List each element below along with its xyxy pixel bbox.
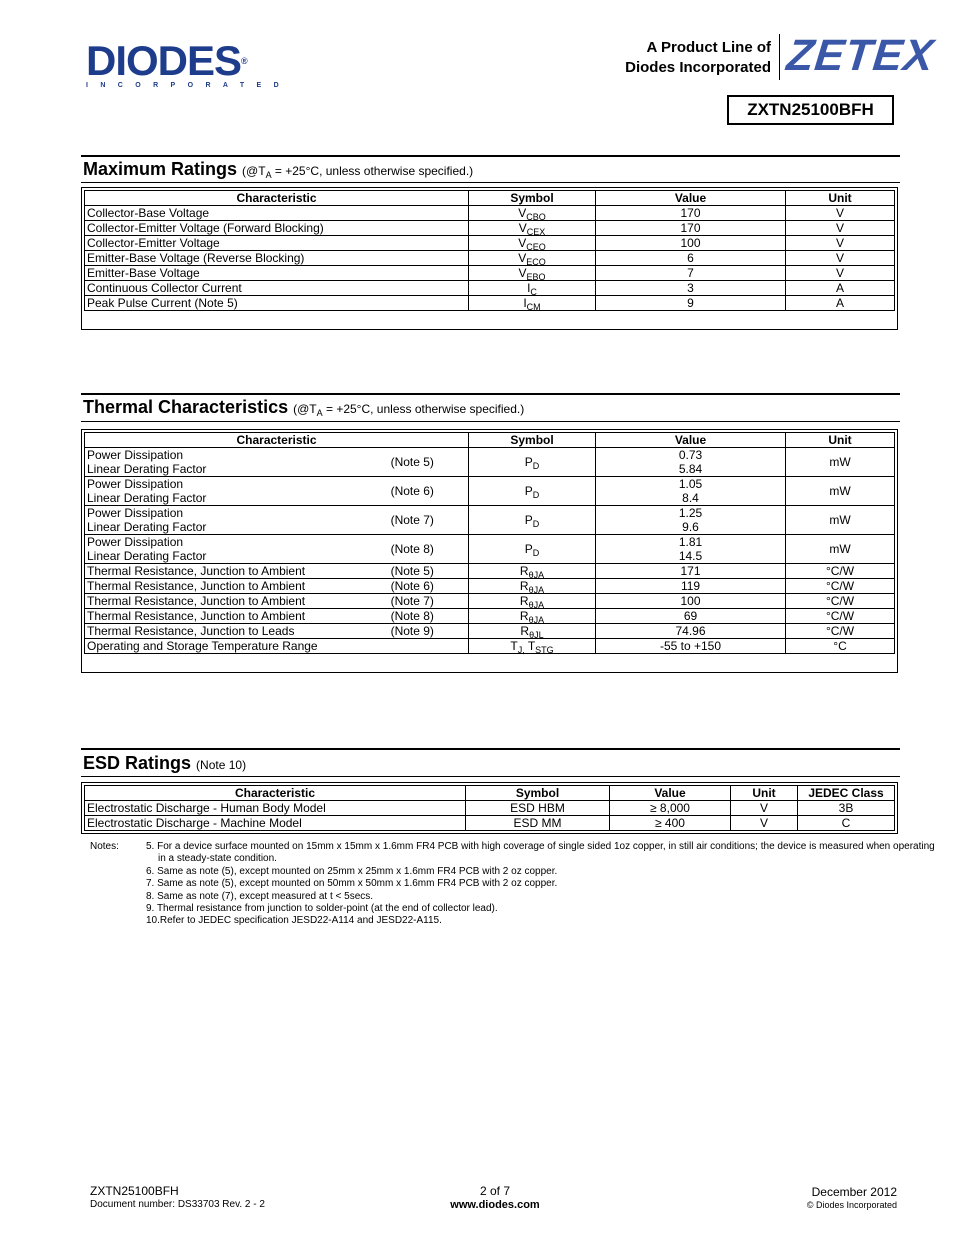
jedec-class-cell: 3B bbox=[798, 801, 895, 816]
symbol-cell: $V_{EBO}$ bbox=[469, 266, 596, 281]
symbol-cell: $I_{CM}$ bbox=[469, 296, 596, 311]
col-header: Symbol bbox=[469, 433, 596, 448]
zetex-logo: ZETEX bbox=[784, 31, 937, 80]
section-rule bbox=[81, 182, 900, 183]
table-row bbox=[85, 564, 895, 579]
section-rule bbox=[81, 776, 900, 777]
symbol-cell: $P_D$ bbox=[469, 506, 596, 535]
unit-cell: V bbox=[731, 801, 798, 816]
characteristic-cell: Electrostatic Discharge - Machine Model bbox=[85, 816, 466, 831]
table-row bbox=[85, 624, 895, 639]
col-header: Value bbox=[596, 191, 786, 206]
symbol-cell: $R_{\theta JA}$ bbox=[469, 564, 596, 579]
section-rule bbox=[81, 421, 900, 422]
col-header: Unit bbox=[731, 786, 798, 801]
table-row bbox=[85, 535, 895, 564]
table-row bbox=[85, 639, 895, 654]
characteristic-cell: Peak Pulse Current (Note 5) bbox=[85, 296, 469, 311]
unit-cell: °C/W bbox=[786, 564, 895, 579]
symbol-cell: ESD MM bbox=[466, 816, 610, 831]
header-divider bbox=[779, 34, 780, 80]
table-row bbox=[85, 477, 895, 506]
thermal-table bbox=[81, 429, 898, 673]
symbol-cell: $R_{\theta JL}$ bbox=[469, 624, 596, 639]
symbol-cell: ESD HBM bbox=[466, 801, 610, 816]
unit-cell: °C/W bbox=[786, 609, 895, 624]
section-rule bbox=[81, 155, 900, 157]
col-header: Unit bbox=[786, 191, 895, 206]
thermal-title: Thermal Characteristics ($@T_A = +25^\circ C$, unless otherwise specified.) bbox=[83, 397, 525, 418]
table-row bbox=[85, 448, 895, 477]
value-cell: 74.96 bbox=[596, 624, 786, 639]
value-cell: 1.05 8.4 bbox=[596, 477, 786, 506]
footer-date: December 2012 bbox=[811, 1185, 897, 1199]
note-item: 8. Same as note (7), except measured at t < 5secs. bbox=[146, 890, 374, 902]
table-row bbox=[85, 816, 895, 831]
symbol-cell: $V_{ECO}$ bbox=[469, 251, 596, 266]
note-item: 7. Same as note (5), except mounted on 50mm x 50mm x 1.6mm FR4 PCB with 2 oz copper. bbox=[146, 878, 558, 890]
characteristic-cell: Collector-Base Voltage bbox=[85, 206, 469, 221]
unit-cell: mW bbox=[786, 477, 895, 506]
note-cell: (Note 8) bbox=[357, 535, 469, 564]
footer-doc-number: Document number: DS33703 Rev. 2 - 2 bbox=[90, 1199, 265, 1210]
value-cell: -55 to +150 bbox=[596, 639, 786, 654]
symbol-cell: $V_{CBO}$ bbox=[469, 206, 596, 221]
characteristic-cell: Thermal Resistance, Junction to Ambient bbox=[85, 564, 357, 579]
note-cell: (Note 9) bbox=[357, 624, 469, 639]
characteristic-cell: Electrostatic Discharge - Human Body Model bbox=[85, 801, 466, 816]
value-cell: 1.81 14.5 bbox=[596, 535, 786, 564]
note-cell: (Note 7) bbox=[357, 594, 469, 609]
unit-cell: °C/W bbox=[786, 594, 895, 609]
col-header: Symbol bbox=[469, 191, 596, 206]
table-row bbox=[85, 594, 895, 609]
characteristic-cell: Power Dissipation Linear Derating Factor bbox=[85, 477, 357, 506]
footer-left bbox=[90, 1184, 265, 1212]
col-header: Value bbox=[596, 433, 786, 448]
col-header: Characteristic bbox=[85, 433, 469, 448]
symbol-cell: $P_D$ bbox=[469, 477, 596, 506]
characteristic-cell: Power Dissipation Linear Derating Factor bbox=[85, 506, 357, 535]
table-row bbox=[85, 221, 895, 236]
characteristic-cell: Collector-Emitter Voltage bbox=[85, 236, 469, 251]
note-cell: (Note 6) bbox=[357, 477, 469, 506]
max-ratings-table bbox=[81, 187, 898, 330]
value-cell: ≥ 8,000 bbox=[610, 801, 731, 816]
table-row bbox=[85, 801, 895, 816]
characteristic-cell: Continuous Collector Current bbox=[85, 281, 469, 296]
footer-url[interactable]: www.diodes.com bbox=[450, 1199, 540, 1211]
product-line-text: A Product Line of Diodes Incorporated bbox=[625, 39, 771, 76]
note-cell: (Note 5) bbox=[357, 448, 469, 477]
note-item: 10.Refer to JEDEC specification JESD22-A114 and JESD22-A115. bbox=[146, 915, 442, 927]
value-cell: 7 bbox=[596, 266, 786, 281]
value-cell: 170 bbox=[596, 206, 786, 221]
value-cell: 69 bbox=[596, 609, 786, 624]
table-row bbox=[85, 609, 895, 624]
note-item: 6. Same as note (5), except mounted on 25mm x 25mm x 1.6mm FR4 PCB with 2 oz copper. bbox=[146, 865, 558, 877]
characteristic-cell: Thermal Resistance, Junction to Ambient bbox=[85, 579, 357, 594]
unit-cell: mW bbox=[786, 448, 895, 477]
unit-cell: V bbox=[786, 266, 895, 281]
value-cell: 6 bbox=[596, 251, 786, 266]
unit-cell: V bbox=[786, 236, 895, 251]
symbol-cell: $R_{\theta JA}$ bbox=[469, 579, 596, 594]
symbol-cell: $P_D$ bbox=[469, 448, 596, 477]
col-header: Value bbox=[610, 786, 731, 801]
section-rule bbox=[81, 393, 900, 395]
unit-cell: A bbox=[786, 296, 895, 311]
unit-cell: mW bbox=[786, 535, 895, 564]
value-cell: 1.25 9.6 bbox=[596, 506, 786, 535]
note-cell: (Note 5) bbox=[357, 564, 469, 579]
footer-page: 2 of 7 bbox=[479, 1184, 511, 1198]
note-item: 5. For a device surface mounted on 15mm x 15mm x 1.6mm FR4 PCB with high coverage of single sided 1oz copper, in still air conditions; the device is measured when operating in a steady-state condition. bbox=[146, 841, 935, 865]
notes-label: Notes: bbox=[90, 841, 119, 852]
symbol-cell: $T_{J,}$ $T_{STG}$ bbox=[469, 639, 596, 654]
characteristic-cell: Thermal Resistance, Junction to Ambient bbox=[85, 609, 357, 624]
symbol-cell: $I_C$ bbox=[469, 281, 596, 296]
part-number-box: ZXTN25100BFH bbox=[727, 95, 894, 125]
esd-title: ESD Ratings (Note 10) bbox=[83, 753, 247, 773]
section-rule bbox=[81, 748, 900, 750]
table-row bbox=[85, 251, 895, 266]
unit-cell: V bbox=[786, 206, 895, 221]
value-cell: 171 bbox=[596, 564, 786, 579]
unit-cell: V bbox=[731, 816, 798, 831]
unit-cell: °C/W bbox=[786, 624, 895, 639]
value-cell: 170 bbox=[596, 221, 786, 236]
col-header: Unit bbox=[786, 433, 895, 448]
unit-cell: °C bbox=[786, 639, 895, 654]
unit-cell: V bbox=[786, 251, 895, 266]
unit-cell: V bbox=[786, 221, 895, 236]
note-item: 9. Thermal resistance from junction to solder-point (at the end of collector lead). bbox=[146, 903, 498, 915]
max-ratings-title: Maximum Ratings ($@T_A = +25^\circ C$, unless otherwise specified.) bbox=[83, 159, 474, 180]
table-row bbox=[85, 266, 895, 281]
symbol-cell: $V_{CEX}$ bbox=[469, 221, 596, 236]
symbol-cell: $P_D$ bbox=[469, 535, 596, 564]
col-header: JEDEC Class bbox=[798, 786, 895, 801]
value-cell: 9 bbox=[596, 296, 786, 311]
unit-cell: A bbox=[786, 281, 895, 296]
diodes-logo: DIODES® INCORPORATED bbox=[86, 37, 292, 89]
col-header: Characteristic bbox=[85, 191, 469, 206]
footer-right bbox=[807, 1186, 897, 1212]
table-row bbox=[85, 506, 895, 535]
symbol-cell: $R_{\theta JA}$ bbox=[469, 609, 596, 624]
esd-table bbox=[81, 782, 898, 834]
characteristic-cell: Emitter-Base Voltage bbox=[85, 266, 469, 281]
table-row bbox=[85, 296, 895, 311]
characteristic-cell: Power Dissipation Linear Derating Factor bbox=[85, 535, 357, 564]
unit-cell: mW bbox=[786, 506, 895, 535]
characteristic-cell: Operating and Storage Temperature Range bbox=[85, 639, 469, 654]
value-cell: 0.73 5.84 bbox=[596, 448, 786, 477]
jedec-class-cell: C bbox=[798, 816, 895, 831]
value-cell: 119 bbox=[596, 579, 786, 594]
table-row bbox=[85, 206, 895, 221]
footer-center bbox=[410, 1184, 580, 1212]
note-cell: (Note 8) bbox=[357, 609, 469, 624]
note-cell: (Note 7) bbox=[357, 506, 469, 535]
characteristic-cell: Collector-Emitter Voltage (Forward Blocking) bbox=[85, 221, 469, 236]
table-row bbox=[85, 236, 895, 251]
value-cell: 100 bbox=[596, 594, 786, 609]
characteristic-cell: Thermal Resistance, Junction to Ambient bbox=[85, 594, 357, 609]
table-row bbox=[85, 281, 895, 296]
footer-copyright: © Diodes Incorporated bbox=[806, 1200, 897, 1210]
symbol-cell: $V_{CEO}$ bbox=[469, 236, 596, 251]
footer-part: ZXTN25100BFH bbox=[90, 1184, 179, 1198]
note-cell: (Note 6) bbox=[357, 579, 469, 594]
col-header: Characteristic bbox=[85, 786, 466, 801]
unit-cell: °C/W bbox=[786, 579, 895, 594]
value-cell: 100 bbox=[596, 236, 786, 251]
characteristic-cell: Power Dissipation Linear Derating Factor bbox=[85, 448, 357, 477]
characteristic-cell: Emitter-Base Voltage (Reverse Blocking) bbox=[85, 251, 469, 266]
value-cell: ≥ 400 bbox=[610, 816, 731, 831]
symbol-cell: $R_{\theta JA}$ bbox=[469, 594, 596, 609]
col-header: Symbol bbox=[466, 786, 610, 801]
characteristic-cell: Thermal Resistance, Junction to Leads bbox=[85, 624, 357, 639]
value-cell: 3 bbox=[596, 281, 786, 296]
table-row bbox=[85, 579, 895, 594]
